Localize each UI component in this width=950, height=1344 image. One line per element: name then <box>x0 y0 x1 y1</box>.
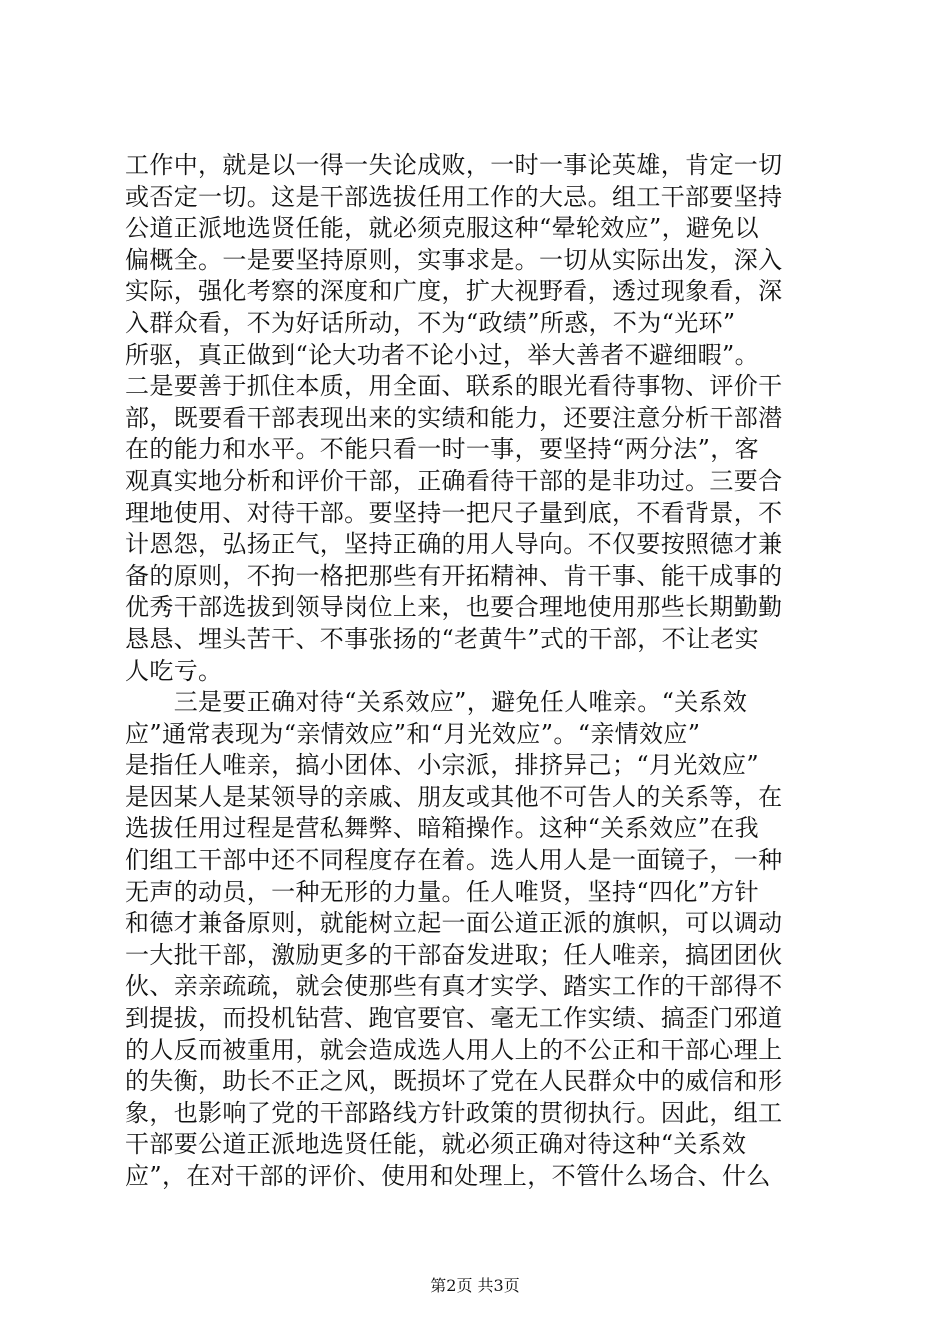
text-line: 象，也影响了党的干部路线方针政策的贯彻执行。因此，组工 <box>125 1098 783 1127</box>
text-line: 是指任人唯亲，搞小团体、小宗派，排挤异己；“月光效应” <box>125 751 759 780</box>
text-line: 二是要善于抓住本质，用全面、联系的眼光看待事物、评价干 <box>125 372 783 401</box>
text-line: 偏概全。一是要坚持原则，实事求是。一切从实际出发，深入 <box>125 245 783 274</box>
text-line: 到提拔，而投机钻营、跑官要官、毫无工作实绩、搞歪门邪道 <box>125 1004 783 1033</box>
text-line: 人吃亏。 <box>125 656 223 685</box>
text-line: 恳恳、埋头苦干、不事张扬的“老黄牛”式的干部，不让老实 <box>125 624 759 653</box>
text-line: 三是要正确对待“关系效应”，避免任人唯亲。“关系效 <box>125 688 748 717</box>
text-line: 和德才兼备原则，就能树立起一面公道正派的旗帜，可以调动 <box>125 909 783 938</box>
text-line: 入群众看，不为好话所动，不为“政绩”所惑，不为“光环” <box>125 308 736 337</box>
text-line: 部，既要看干部表现出来的实绩和能力，还要注意分析干部潜 <box>125 403 783 432</box>
text-line: 干部要公道正派地选贤任能，就必须正确对待这种“关系效 <box>125 1130 747 1159</box>
text-line: 或否定一切。这是干部选拔任用工作的大忌。组工干部要坚持 <box>125 182 783 211</box>
text-line: 应”，在对干部的评价、使用和处理上，不管什么场合、什么 <box>125 1162 771 1190</box>
page-footer: 第2页 共3页 <box>430 1276 520 1295</box>
text-line: 优秀干部选拔到领导岗位上来，也要合理地使用那些长期勤勤 <box>125 593 783 622</box>
text-line: 的人反而被重用，就会造成选人用人上的不公正和干部心理上 <box>125 1035 783 1064</box>
text-line: 们组工干部中还不同程度存在着。选人用人是一面镜子，一种 <box>125 846 783 875</box>
text-line: 备的原则，不拘一格把那些有开拓精神、肯干事、能干成事的 <box>125 561 783 590</box>
text-line: 无声的动员，一种无形的力量。任人唯贤，坚持“四化”方针 <box>125 877 759 906</box>
text-line: 公道正派地选贤任能，就必须克服这种“晕轮效应”，避免以 <box>125 214 759 243</box>
text-line: 工作中，就是以一得一失论成败，一时一事论英雄，肯定一切 <box>125 151 783 179</box>
text-line: 实际，强化考察的深度和广度，扩大视野看，透过现象看，深 <box>125 277 783 306</box>
text-line: 一大批干部，激励更多的干部奋发进取；任人唯亲，搞团团伙 <box>125 940 783 969</box>
text-line: 理地使用、对待干部。要坚持一把尺子量到底，不看背景，不 <box>125 498 783 527</box>
text-line: 所驱，真正做到“论大功者不论小过，举大善者不避细暇”。 <box>125 340 759 369</box>
text-line: 在的能力和水平。不能只看一时一事，要坚持“两分法”，客 <box>125 435 759 464</box>
text-line: 应”通常表现为“亲情效应”和“月光效应”。“亲情效应” <box>125 719 701 748</box>
text-line: 是因某人是某领导的亲戚、朋友或其他不可告人的关系等，在 <box>125 782 783 811</box>
text-line: 计恩怨，弘扬正气，坚持正确的用人导向。不仅要按照德才兼 <box>125 530 783 559</box>
text-line: 选拔任用过程是营私舞弊、暗箱操作。这种“关系效应”在我 <box>125 814 759 843</box>
text-line: 伙、亲亲疏疏，就会使那些有真才实学、踏实工作的干部得不 <box>125 972 783 1001</box>
text-line: 的失衡，助长不正之风，既损坏了党在人民群众中的威信和形 <box>125 1067 783 1096</box>
text-line: 观真实地分析和评价干部，正确看待干部的是非功过。三要合 <box>125 466 783 495</box>
body-text <box>125 150 835 1193</box>
